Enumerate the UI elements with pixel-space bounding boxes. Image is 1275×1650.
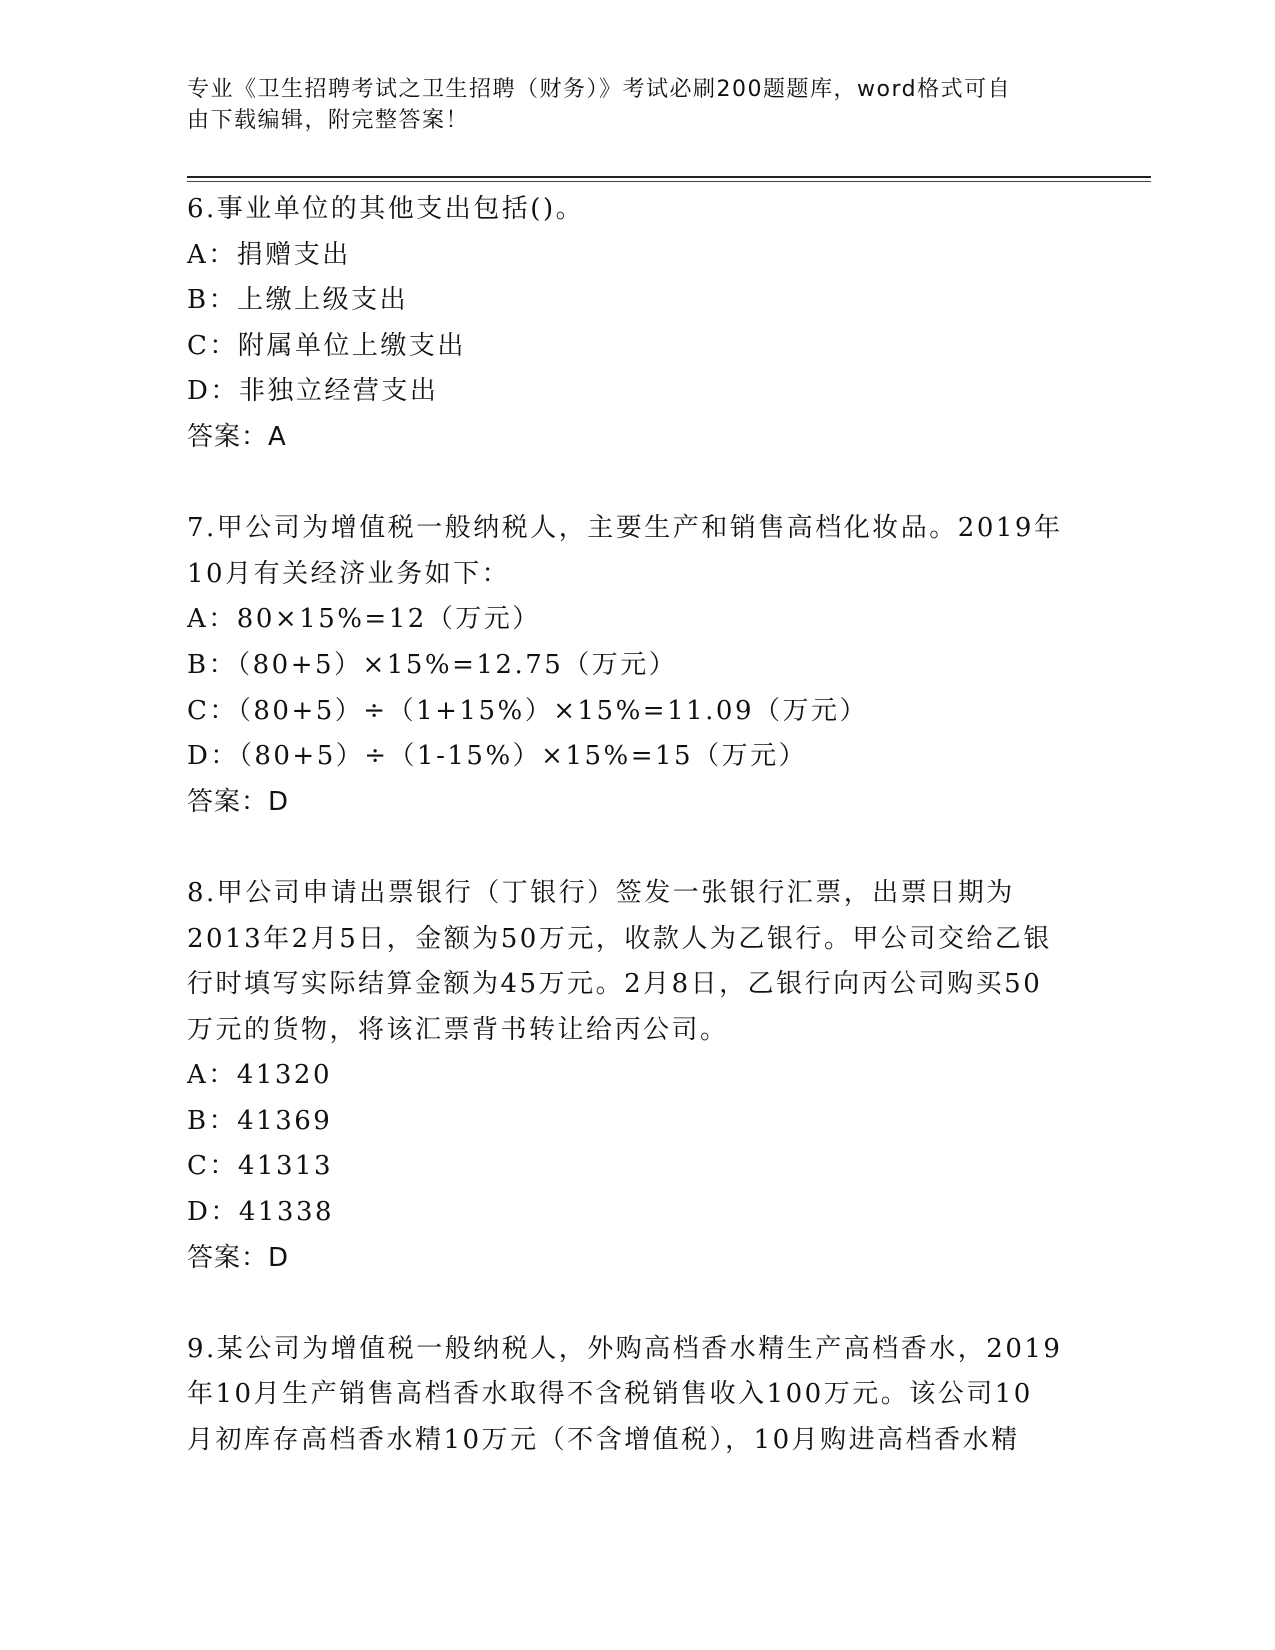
question-6	[187, 187, 1087, 461]
question-stem: 10月有关经济业务如下：	[187, 558, 511, 589]
question-stem: 月初库存高档香水精10万元（不含增值税），10月购进高档香水精	[187, 1425, 1020, 1456]
header-line-1: 专业《卫生招聘考试之卫生招聘（财务）》考试必刷200题题库，word格式可自	[187, 77, 1012, 102]
document-header	[187, 74, 1067, 136]
answer: 答案：D	[187, 1242, 290, 1273]
option-a: A：捐赠支出	[187, 239, 351, 270]
question-list	[187, 187, 1087, 1464]
question-spacer	[187, 461, 1087, 507]
header-divider-thick	[187, 176, 1151, 178]
option-a: A：41320	[187, 1060, 332, 1091]
option-b: B：上缴上级支出	[187, 285, 409, 316]
question-9	[187, 1327, 1087, 1464]
question-stem: 8.甲公司申请出票银行（丁银行）签发一张银行汇票，出票日期为	[187, 877, 1015, 908]
option-d: D：（80+5）÷（1-15%）×15%=15（万元）	[187, 741, 808, 772]
question-8	[187, 871, 1087, 1281]
option-c: C：附属单位上缴支出	[187, 330, 466, 361]
answer: 答案：A	[187, 421, 287, 452]
option-c: C：41313	[187, 1151, 334, 1182]
option-b: B：（80+5）×15%=12.75（万元）	[187, 649, 678, 680]
header-divider-thin	[187, 181, 1151, 182]
question-stem: 万元的货物，将该汇票背书转让给丙公司。	[187, 1014, 729, 1045]
answer: 答案：D	[187, 786, 290, 817]
option-b: B：41369	[187, 1105, 333, 1136]
option-a: A：80×15%=12（万元）	[187, 604, 541, 635]
option-c: C：（80+5）÷（1+15%）×15%=11.09（万元）	[187, 695, 868, 726]
question-stem: 6.事业单位的其他支出包括()。	[187, 194, 585, 224]
option-d: D：41338	[187, 1197, 335, 1228]
question-7	[187, 506, 1087, 825]
question-stem: 行时填写实际结算金额为45万元。2月8日，乙银行向丙公司购买50	[187, 969, 1043, 1000]
question-spacer	[187, 825, 1087, 871]
question-stem: 7.甲公司为增值税一般纳税人，主要生产和销售高档化妆品。2019年	[187, 513, 1063, 544]
question-stem: 年10月生产销售高档香水取得不含税销售收入100万元。该公司10	[187, 1379, 1033, 1410]
option-d: D：非独立经营支出	[187, 376, 439, 407]
question-spacer	[187, 1281, 1087, 1327]
header-line-2: 由下载编辑，附完整答案！	[187, 108, 470, 133]
question-stem: 9.某公司为增值税一般纳税人，外购高档香水精生产高档香水，2019	[187, 1333, 1063, 1364]
question-stem: 2013年2月5日，金额为50万元，收款人为乙银行。甲公司交给乙银	[187, 923, 1052, 954]
